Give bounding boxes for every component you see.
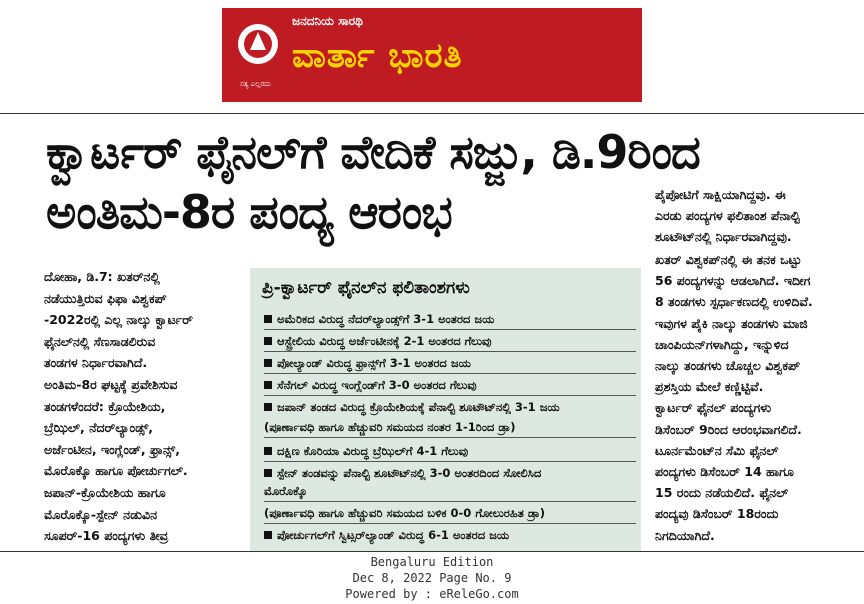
article-line: ನಡೆಯುತ್ತಿರುವ ಫಿಫಾ ವಿಶ್ವಕಪ್ <box>44 290 167 306</box>
result-row: ಸ್ಪೇನ್ ತಂಡವನ್ನು ಪೆನಾಲ್ಟಿ ಶೂಟೌಟ್‌ನಲ್ಲಿ 3-0 ಅಂತರದಿಂದ ಸೋಲಿಸಿದ <box>264 466 636 483</box>
right-article-column <box>655 249 855 546</box>
headline-line-2: ಅಂತಿಮ-8ರ ಪಂದ್ಯ ಆರಂಭ <box>46 185 452 239</box>
article-line: ಪಂದ್ಯಗಳು ಡಿಸೆಂಬರ್ 14 ಹಾಗೂ <box>655 464 794 480</box>
footer-date-page: Dec 8, 2022 Page No. 9 <box>352 571 512 585</box>
bullet-icon <box>264 315 272 323</box>
article-line: ಪಂದ್ಯವು ಡಿಸೆಂಬರ್ 18ರಂದು <box>655 506 779 522</box>
article-line: ತಂಡಗಳ ನಿರ್ಧಾರವಾಗಿದೆ. <box>44 355 148 371</box>
article-line: ಡಿಸೆಂಬರ್ 9ರಿಂದ ಆರಂಭವಾಗಲಿದೆ. <box>655 421 802 437</box>
masthead-name: ವಾರ್ತಾ ಭಾರತಿ <box>292 36 463 76</box>
result-row: ದಕ್ಷಿಣ ಕೊರಿಯಾ ವಿರುದ್ಧ ಬ್ರೆಝಿಲ್‌ಗೆ 4-1 ಗೆಲುವು <box>264 444 636 462</box>
article-line: ದೋಹಾ, ಡಿ.7: ಖತರ್‌ನಲ್ಲಿ <box>44 269 160 284</box>
article-line: ಸೂಪರ್-16 ಪಂದ್ಯಗಳು ತೀವ್ರ <box>44 528 169 544</box>
result-row: ಸೆನೆಗಲ್ ವಿರುದ್ಧ ಇಂಗ್ಲೆಂಡ್‌ಗೆ 3-0 ಅಂತರದ ಗೆಲುವು <box>264 378 636 396</box>
bullet-icon <box>264 531 272 539</box>
result-row: ಆಸ್ಟ್ರೇಲಿಯ ವಿರುದ್ಧ ಅರ್ಜೆಂಟೀನಕ್ಕೆ 2-1 ಅಂತರದ ಗೆಲುವು <box>264 334 636 352</box>
result-row: ಜಪಾನ್ ತಂಡದ ವಿರುದ್ಧ ಕ್ರೊಯೇಶಿಯಕ್ಕೆ ಪೆನಾಲ್ಟಿ ಶೂಟೌಟ್‌ನಲ್ಲಿ 3-1 ಜಯ <box>264 400 636 417</box>
article-line: ಮೊರೊಕ್ಕೊ ಹಾಗೂ ಪೋರ್ಚುಗಲ್. <box>44 463 188 479</box>
article-line: ನಿಗದಿಯಾಗಿದೆ. <box>655 527 715 543</box>
article-line: ಫೈನಲ್‌ನಲ್ಲಿ ಸೆಣಸಾಡಲಿರುವ <box>44 333 156 349</box>
bullet-icon <box>264 403 272 411</box>
headline-line-1: ಕ್ವಾರ್ಟರ್ ಫೈನಲ್‌ಗೆ ವೇದಿಕೆ ಸಜ್ಜು, ಡಿ.9ರಿಂದ <box>46 125 700 179</box>
article-line: ಕ್ವಾರ್ಟರ್ ಫೈನಲ್ ಪಂದ್ಯಗಳು <box>655 400 772 416</box>
masthead-logo <box>222 8 642 102</box>
result-note: (ಪೂರ್ಣಾವಧಿ ಹಾಗೂ ಹೆಚ್ಚುವರಿ ಸಮಯದ ನಂತರ 1-1ರಿಂದ ಡ್ರಾ) <box>264 420 636 438</box>
article-line: ಅರ್ಜೆಂಟೀನ, ಇಂಗ್ಲೆಂಡ್, ಫ್ರಾನ್ಸ್, <box>44 441 180 457</box>
article-line: ಜಪಾನ್-ಕ್ರೊಯೇಶಿಯ ಹಾಗೂ <box>44 484 166 500</box>
right-article-column-top <box>655 184 855 248</box>
article-line: ಖತರ್ ವಿಶ್ವಕಪ್‌ನಲ್ಲಿ ಈ ತನಕ ಒಟ್ಟು <box>655 252 802 267</box>
article-line: ಟೂರ್ನಮೆಂಟ್‌ನ ಸೆಮಿ ಫೈನಲ್ <box>655 442 779 458</box>
article-line: ಬ್ರೆಝಿಲ್, ನೆದರ್‌ಲ್ಯಾಂಡ್ಸ್, <box>44 420 154 436</box>
bullet-icon <box>264 337 272 345</box>
result-row: ಅಮೆರಿಕದ ವಿರುದ್ಧ ನೆದರ್‌ಲ್ಯಾಂಡ್ಸ್‌ಗೆ 3-1 ಅಂತರದ ಜಯ <box>264 312 636 330</box>
article-line: ಪ್ರಶಸ್ತಿಯ ಮೇಲೆ ಕಣ್ಣಿಟ್ಟಿವೆ. <box>655 379 764 395</box>
results-title: ಪ್ರಿ-ಕ್ವಾರ್ಟರ್ ಫೈನಲ್‌ನ ಫಲಿತಾಂಶಗಳು <box>262 278 470 298</box>
article-line: 8 ತಂಡಗಳು ಸ್ಪರ್ಧಾಕಣದಲ್ಲಿ ಉಳಿದಿವೆ. <box>655 294 813 310</box>
article-line: ಪೈಪೋಟಿಗೆ ಸಾಕ್ಷಿಯಾಗಿದ್ದವು. ಈ <box>655 187 786 202</box>
emblem-icon <box>236 20 280 76</box>
result-note: (ಪೂರ್ಣಾವಧಿ ಹಾಗೂ ಹೆಚ್ಚುವರಿ ಸಮಯದ ಬಳಿಕ 0-0 ಗೋಲುರಹಿತ ಡ್ರಾ) <box>264 506 636 524</box>
results-box <box>250 268 641 552</box>
article-line: 56 ಪಂದ್ಯಗಳನ್ನು ಆಡಲಾಗಿದೆ. ಇದೀಗ <box>655 273 811 289</box>
result-row: ಪೋಲ್ಯಾಂಡ್ ವಿರುದ್ಧ ಫ್ರಾನ್ಸ್‌ಗೆ 3-1 ಅಂತರದ ಜಯ <box>264 356 636 374</box>
bullet-icon <box>264 381 272 389</box>
masthead-tagline: ಜನದನಿಯ ಸಾರಥಿ <box>292 14 363 28</box>
footer-edition: Bengaluru Edition <box>370 555 494 569</box>
article-line: ಚಾಂಪಿಯನ್‌ಗಳಾಗಿದ್ದು, ಇನ್ನುಳಿದ <box>655 336 789 352</box>
result-row: ಪೋರ್ಚುಗಲ್‌ಗೆ ಸ್ವಿಟ್ಸರ್‌ಲ್ಯಾಂಡ್ ವಿರುದ್ಧ 6-1 ಅಂತರದ ಜಯ <box>264 528 636 545</box>
article-line: ಎರಡು ಪಂದ್ಯಗಳ ಫಲಿತಾಂಶ ಪೆನಾಲ್ಟಿ <box>655 208 800 224</box>
article-line: ಶೂಟೌಟ್‌ನಲ್ಲಿ ನಿರ್ಧಾರವಾಗಿದ್ದವು. <box>655 229 792 245</box>
article-line: ನಾಲ್ಕು ತಂಡಗಳು ಚೊಚ್ಚಲ ವಿಶ್ವಕಪ್ <box>655 358 801 374</box>
article-line: ಮೊರೊಕ್ಕೊ-ಸ್ಪೇನ್ ನಡುವಿನ <box>44 506 158 522</box>
masthead-motto: ಸತ್ಯ ಎಲ್ಲರದು <box>240 80 271 88</box>
bullet-icon <box>264 359 272 367</box>
left-article-column <box>44 266 244 547</box>
footer-rule <box>0 551 864 552</box>
bullet-icon <box>264 469 272 477</box>
article-line: ಇವುಗಳ ಪೈಕಿ ನಾಲ್ಕು ತಂಡಗಳು ಮಾಜಿ <box>655 315 808 331</box>
article-line: ತಂಡಗಳೆಂದರೆ: ಕ್ರೊಯೇಶಿಯ, <box>44 398 166 414</box>
header-rule <box>0 113 864 114</box>
article-line: ಅಂತಿಮ-8ರ ಘಟ್ಟಕ್ಕೆ ಪ್ರವೇಶಿಸುವ <box>44 376 178 392</box>
footer-powered-by[interactable]: Powered by : eReleGo.com <box>345 587 519 601</box>
result-row-continued: ಮೊರೊಕ್ಕೊ <box>264 484 636 502</box>
article-line: 15 ರಂದು ನಡೆಯಲಿದೆ. ಫೈನಲ್ <box>655 485 789 501</box>
bullet-icon <box>264 447 272 455</box>
article-line: -2022ರಲ್ಲಿ ಎಲ್ಲ ನಾಲ್ಕು ಕ್ವಾರ್ಟರ್ <box>44 312 193 328</box>
